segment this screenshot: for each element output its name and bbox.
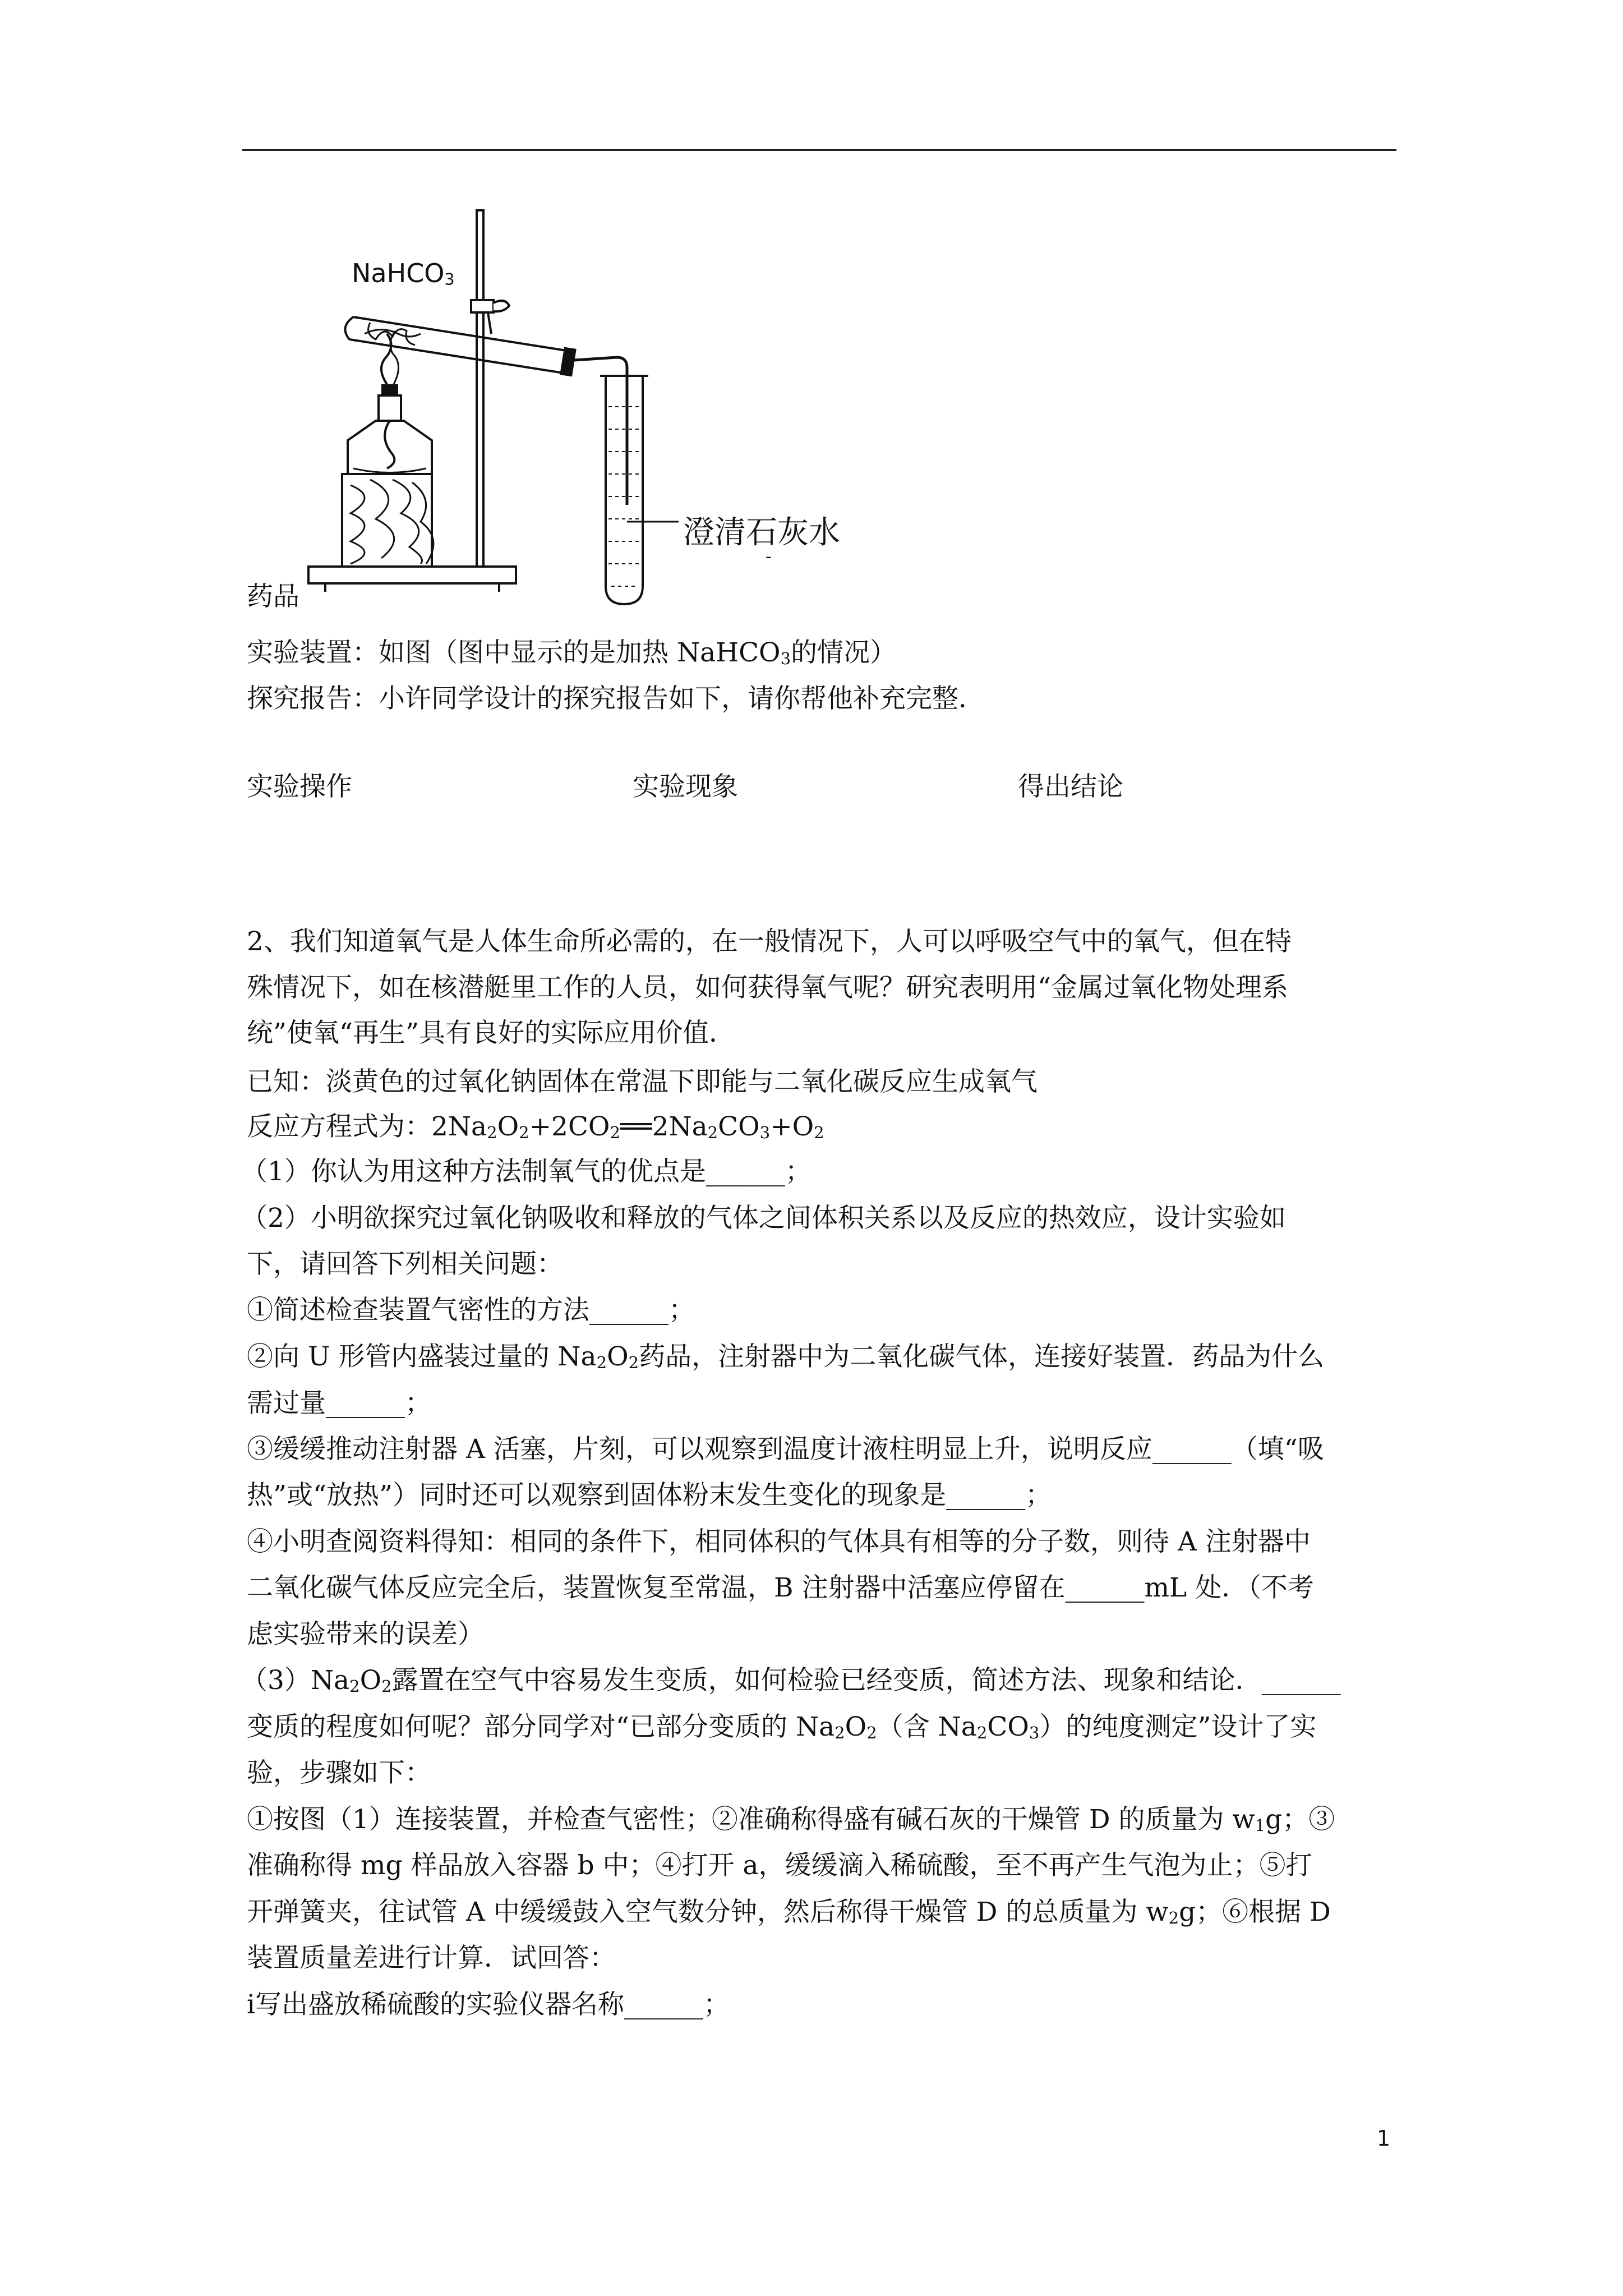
q2-step-1: ①简述检查装置气密性的方法______；	[247, 1295, 695, 1326]
stray-mark: -	[766, 547, 772, 567]
table-header-operation: 实验操作	[247, 771, 352, 802]
drugs-label: 药品	[247, 581, 299, 612]
q2-procedure-line-1: ①按图（1）连接装置，并检查气密性；②准确称得盛有碱石灰的干燥管 D 的质量为 $w_1g$；③	[247, 1804, 1335, 1835]
q2-procedure-line-2: 准确称得 mg 样品放入容器 b 中；④打开 a，缓缓滴入稀硫酸，至不再产生气泡为止；⑤打	[247, 1850, 1312, 1881]
q2-procedure-line-4: 装置质量差进行计算．试回答：	[247, 1943, 616, 1973]
q2-known: 已知：淡黄色的过氧化钠固体在常温下即能与二氧化碳反应生成氧气	[247, 1066, 1038, 1097]
table-header-phenomenon: 实验现象	[633, 771, 738, 802]
q2-line-3: 统”使氧“再生”具有良好的实际应用价值．	[247, 1018, 736, 1048]
q2-part-3-line-1: $(3)Na_2O_2$露置在空气中容易发生变质，如何检验已经变质，简述方法、现象和结论．______	[241, 1665, 1341, 1696]
q2-step-4-line-3: 虑实验带来的误差）	[247, 1619, 484, 1650]
q2-step-2-line-1: ②向 U 形管内盛装过量的 $Na_2O_2$药品，注射器中为二氧化碳气体，连接好装置．药品为什么	[247, 1341, 1325, 1373]
q2-part-2-line-2: 下，请回答下列相关问题：	[247, 1249, 563, 1280]
receiving-tube	[600, 367, 679, 604]
q2-step-3-line-2: 热”或“放热”）同时还可以观察到固体粉末发生变化的现象是______；	[247, 1480, 1052, 1511]
q2-step-4-line-2: 二氧化碳气体反应完全后，装置恢复至常温，B 注射器中活塞应停留在______mL 处．（不考	[247, 1572, 1314, 1603]
wood-block	[342, 474, 434, 567]
q2-part-1: （1）你认为用这种方法制氧气的优点是______；	[241, 1156, 811, 1187]
report-line: 探究报告：小许同学设计的探究报告如下，请你帮他补充完整．	[247, 683, 985, 714]
q2-procedure-line-3: 开弹簧夹，往试管 A 中缓缓鼓入空气数分钟，然后称得干燥管 D 的总质量为 $w_2g$；⑥根据 D	[247, 1897, 1331, 1928]
label-nahco3: NaHCO$_3$	[352, 258, 455, 289]
stand-base	[308, 567, 516, 583]
stand-rod	[477, 210, 483, 567]
q2-equation: 反应方程式为：$2Na_2O_2+2CO_2══2Na_2CO_3+O_2$	[247, 1111, 824, 1143]
alcohol-lamp	[348, 331, 432, 474]
setup-line: 实验装置：如图（图中显示的是加热 NaHCO$_3$的情况）	[247, 637, 897, 669]
q2-step-3-line-1: ③缓缓推动注射器 A 活塞，片刻，可以观察到温度计液柱明显上升，说明反应______（填“吸	[247, 1434, 1324, 1465]
label-limewater: 澄清石灰水	[683, 514, 840, 551]
heating-tube	[345, 317, 576, 376]
header-rule	[242, 149, 1396, 151]
q2-step-2-line-2: 需过量______；	[247, 1388, 431, 1419]
page-number: 1	[1377, 2126, 1391, 2151]
q2-question-i: ⅰ写出盛放稀硫酸的实验仪器名称______；	[247, 1989, 730, 2020]
q2-step-4-line-1: ④小明查阅资料得知：相同的条件下，相同体积的气体具有相等的分子数，则待 A 注射器中	[247, 1526, 1311, 1557]
q2-part-2-line-1: （2）小明欲探究过氧化钠吸收和释放的气体之间体积关系以及反应的热效应，设计实验如	[241, 1203, 1286, 1234]
q2-line-2: 殊情况下，如在核潜艇里工作的人员，如何获得氧气呢？研究表明用“金属过氧化物处理系	[247, 972, 1289, 1003]
q2-line-1: 2、我们知道氧气是人体生命所必需的，在一般情况下，人可以呼吸空气中的氧气，但在特	[247, 926, 1292, 957]
q2-part-3-line-2: 变质的程度如何呢？部分同学对“已部分变质的 $Na_2O_2$（含 $Na_2CO_3$）的纯度测定”设计了实	[247, 1711, 1317, 1743]
table-header-conclusion: 得出结论	[1018, 771, 1123, 802]
q2-part-3-line-3: 验，步骤如下：	[247, 1757, 431, 1788]
